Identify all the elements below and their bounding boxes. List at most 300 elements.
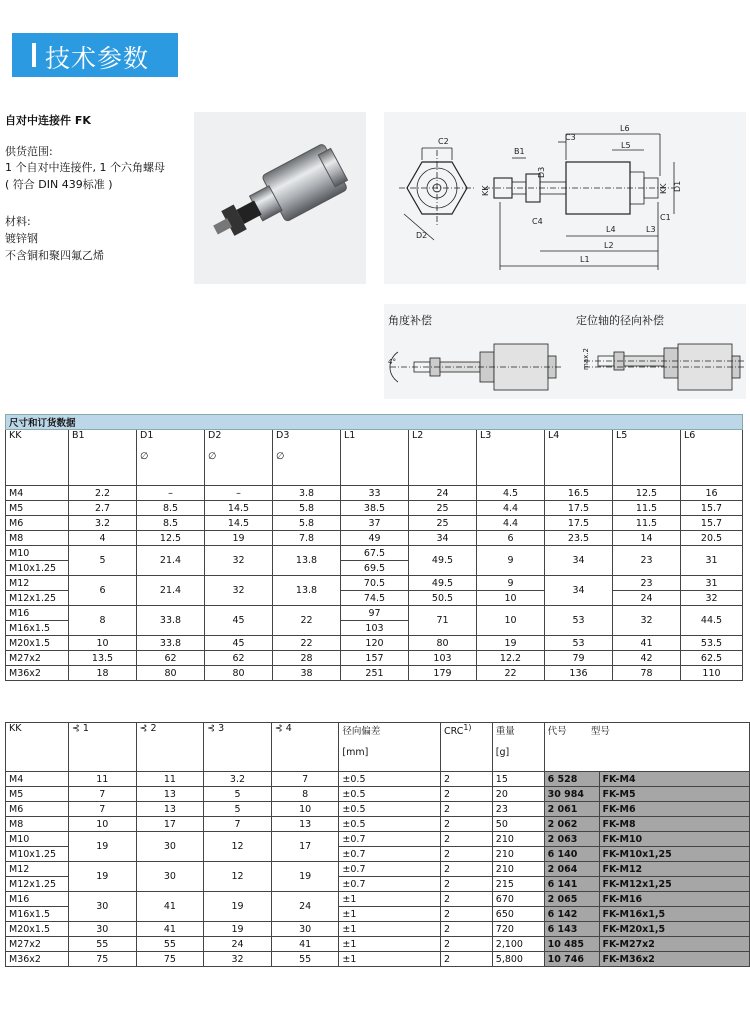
label-c4: C4 [532,217,543,226]
table-row [6,486,743,501]
table-cell: M6 [6,802,69,817]
table-row [6,606,743,621]
table-row [6,802,750,817]
table-cell: 53.5 [681,636,743,651]
table-cell: 16.5 [545,486,613,501]
table-cell: ±0.5 [339,787,441,802]
table-cell: 8 [69,606,137,636]
table-cell: 7.8 [273,531,341,546]
col-wrench-4: ⊰ 4 [271,723,339,772]
table-cell: 38.5 [341,501,409,516]
table-cell: 45 [205,636,273,651]
table-cell: 2 [440,922,492,937]
table-cell: M10 [6,546,69,561]
table-cell: 32 [205,546,273,576]
dimension-drawing-svg [384,112,746,284]
table-cell: 2 [440,907,492,922]
part-number: 6 528 [544,772,599,787]
table-cell: 20 [492,787,544,802]
col-wrench-3: ⊰ 3 [204,723,272,772]
table-cell: 41 [613,636,681,651]
part-number: 2 064 [544,862,599,877]
table-cell: M10 [6,832,69,847]
supply-text: 1 个自对中连接件, 1 个六角螺母 [5,161,165,174]
part-number: 10 485 [544,937,599,952]
table-cell: – [137,486,205,501]
table-cell: 136 [545,666,613,681]
table-cell: 14.5 [205,501,273,516]
table-cell: 4.4 [477,516,545,531]
table-row [6,952,750,967]
table-cell: M12x1.25 [6,877,69,892]
label-l5: L5 [621,141,631,150]
table-cell: 24 [409,486,477,501]
table-cell: 80 [137,666,205,681]
table-cell: M16 [6,606,69,621]
table-cell: 55 [271,952,339,967]
table-cell: 23 [613,546,681,576]
table-cell: ±0.5 [339,772,441,787]
product-title: 自对中连接件 FK [5,114,91,127]
compensation-panel [384,304,746,399]
table-cell: 75 [136,952,204,967]
table-row [6,922,750,937]
table-cell: 6 [477,531,545,546]
col-wrench-1: ⊰ 1 [68,723,136,772]
table-cell: 22 [273,606,341,636]
table-cell: 2 [440,787,492,802]
table-cell: 103 [341,621,409,636]
part-number: 10 746 [544,952,599,967]
table-cell: M20x1.5 [6,636,69,651]
table-cell: 5.8 [273,516,341,531]
table-cell: ±1 [339,907,441,922]
table-cell: M8 [6,817,69,832]
table-cell: 50.5 [409,591,477,606]
table-cell: 28 [273,651,341,666]
table-cell: 6 [69,576,137,606]
dimensions-table [5,414,743,681]
table-cell: M16x1.5 [6,907,69,922]
table-cell: 24 [271,892,339,922]
part-number: 2 065 [544,892,599,907]
table-cell: 37 [341,516,409,531]
table-cell: 17.5 [545,516,613,531]
col-l4: L4 [545,430,613,486]
type-code: FK-M36x2 [599,952,749,967]
table-cell: 5 [204,802,272,817]
table-cell: 30 [136,862,204,892]
table-row [6,832,750,847]
table-cell: M5 [6,501,69,516]
angle-mark: 4° [388,358,396,366]
table-cell: 22 [273,636,341,651]
table-cell: 2 [440,802,492,817]
table-cell: 42 [613,651,681,666]
table-cell: 32 [205,576,273,606]
table-cell: 24 [204,937,272,952]
col-kk: KK [6,723,69,772]
table-cell: 32 [681,591,743,606]
table-cell: 2.2 [69,486,137,501]
table-cell: 21.4 [137,546,205,576]
table-cell: 67.5 [341,546,409,561]
table-cell: 49.5 [409,546,477,576]
label-b1: B1 [514,147,525,156]
table-cell: ±1 [339,952,441,967]
col-d1: D1 ∅ [137,430,205,486]
table-cell: ±1 [339,937,441,952]
table-cell: 2 [440,937,492,952]
max-mark: max.2 [582,348,590,370]
table-cell: 2,100 [492,937,544,952]
table-cell: 11 [68,772,136,787]
material-1: 镀锌钢 [5,232,38,245]
table-cell: 70.5 [341,576,409,591]
table-cell: 25 [409,501,477,516]
table-cell: 13 [136,802,204,817]
table-cell: M27x2 [6,937,69,952]
table-cell: 19 [205,531,273,546]
table-cell: – [205,486,273,501]
table-cell: 251 [341,666,409,681]
table-cell: 13.8 [273,576,341,606]
table-cell: 19 [68,862,136,892]
col-d2: D2 ∅ [205,430,273,486]
table-cell: 2 [440,817,492,832]
product-photo [194,112,366,284]
table-cell: 23.5 [545,531,613,546]
table-cell: 30 [68,892,136,922]
table-cell: 2 [440,892,492,907]
table-cell: ±1 [339,892,441,907]
section-banner [12,33,178,77]
table-cell: 8.5 [137,516,205,531]
table-cell: 7 [68,787,136,802]
coupling-photo-illustration [194,112,366,284]
table-cell: 8 [271,787,339,802]
part-number: 6 140 [544,847,599,862]
col-crc: CRC$^{1)}$ [440,723,492,772]
table-cell: 210 [492,847,544,862]
table-cell: 103 [409,651,477,666]
part-number: 6 142 [544,907,599,922]
table-cell: 55 [68,937,136,952]
table-cell: M12x1.25 [6,591,69,606]
col-l2: L2 [409,430,477,486]
col-wrench-2: ⊰ 2 [136,723,204,772]
table-cell: 24 [613,591,681,606]
col-l1: L1 [341,430,409,486]
table-cell: 69.5 [341,561,409,576]
table-cell: 97 [341,606,409,621]
table-cell: 9 [477,546,545,576]
table-row [6,636,743,651]
table-cell: 2 [440,862,492,877]
label-d1: D1 [673,180,682,192]
table-cell: 44.5 [681,606,743,636]
type-code: FK-M10x1,25 [599,847,749,862]
table-cell: M4 [6,772,69,787]
table-cell: M36x2 [6,952,69,967]
table-cell: 45 [205,606,273,636]
table-cell: 78 [613,666,681,681]
type-code: FK-M27x2 [599,937,749,952]
table-cell: 17 [136,817,204,832]
table-cell: 41 [136,892,204,922]
table-cell: 22 [477,666,545,681]
supply-note: ( 符合 DIN 439标准 ) [5,178,113,191]
part-number: 2 062 [544,817,599,832]
table-cell: ±0.7 [339,847,441,862]
table-cell: 19 [477,636,545,651]
table-cell: 30 [68,922,136,937]
part-number: 2 061 [544,802,599,817]
table-cell: 17 [271,832,339,862]
table-cell: ±0.7 [339,877,441,892]
table-cell: 7 [204,817,272,832]
table-cell: 33.8 [137,606,205,636]
table-cell: 10 [69,636,137,651]
table-row [6,787,750,802]
table-cell: M4 [6,486,69,501]
type-code: FK-M8 [599,817,749,832]
table-cell: M20x1.5 [6,922,69,937]
type-code: FK-M4 [599,772,749,787]
table-cell: 15 [492,772,544,787]
supply-label: 供货范围: [5,145,53,158]
table-cell: 34 [545,576,613,606]
table-cell: 110 [681,666,743,681]
table-cell: 3.2 [69,516,137,531]
table-cell: 19 [271,862,339,892]
table-cell: 15.7 [681,501,743,516]
table-cell: 32 [613,606,681,636]
table-cell: 49.5 [409,576,477,591]
table-cell: 31 [681,546,743,576]
table-cell: 80 [409,636,477,651]
table-cell: 79 [545,651,613,666]
table-cell: 10 [271,802,339,817]
table-row [6,666,743,681]
type-code: FK-M5 [599,787,749,802]
table-cell: 3.8 [273,486,341,501]
angle-compensation-title: 角度补偿 [388,314,432,327]
table-cell: 13.8 [273,546,341,576]
col-weight: 重量 [g] [492,723,544,772]
table-cell: 11.5 [613,516,681,531]
table-cell: 30 [136,832,204,862]
table-cell: 75 [68,952,136,967]
table-cell: 55 [136,937,204,952]
col-radial: 径向偏差 [mm] [339,723,441,772]
table-cell: 2 [440,832,492,847]
material-2: 不含铜和聚四氟乙烯 [5,249,104,262]
table-cell: 9 [477,576,545,591]
table-cell: M10x1.25 [6,561,69,576]
table-cell: 670 [492,892,544,907]
table-cell: M12 [6,576,69,591]
col-kk: KK [6,430,69,486]
table-cell: 14.5 [205,516,273,531]
table-cell: 21.4 [137,576,205,606]
table-cell: 16 [681,486,743,501]
table-cell: M36x2 [6,666,69,681]
table-caption: 尺寸和订货数据 [6,415,743,430]
table-cell: 2 [440,772,492,787]
col-code-type: 代号 型号 [544,723,749,772]
table-cell: 31 [681,576,743,591]
table-row [6,651,743,666]
table-row [6,892,750,907]
table-cell: ±1 [339,922,441,937]
table-cell: M27x2 [6,651,69,666]
table-cell: 19 [204,892,272,922]
table-cell: 25 [409,516,477,531]
table-row [6,937,750,952]
table-cell: 30 [271,922,339,937]
table-row [6,817,750,832]
table-cell: 38 [273,666,341,681]
table-cell: 10 [68,817,136,832]
col-l5: L5 [613,430,681,486]
table-cell: 157 [341,651,409,666]
part-number: 30 984 [544,787,599,802]
table-cell: 7 [271,772,339,787]
label-d2: D2 [416,231,428,240]
material-label: 材料: [5,215,31,228]
label-c2: C2 [438,137,449,146]
table-cell: 4.4 [477,501,545,516]
table-cell: 20.5 [681,531,743,546]
type-code: FK-M10 [599,832,749,847]
table-cell: 120 [341,636,409,651]
table-cell: 23 [492,802,544,817]
part-number: 6 141 [544,877,599,892]
table-cell: 34 [545,546,613,576]
table-cell: 71 [409,606,477,636]
table-cell: M5 [6,787,69,802]
type-code: FK-M20x1,5 [599,922,749,937]
dimension-drawing [384,112,746,284]
table-cell: 12.5 [137,531,205,546]
compensation-svg [384,304,746,399]
part-number: 6 143 [544,922,599,937]
table-cell: 62 [205,651,273,666]
table-cell: 74.5 [341,591,409,606]
table-cell: 19 [204,922,272,937]
table-cell: 53 [545,606,613,636]
table-cell: 34 [409,531,477,546]
banner-title: 技术参数 [45,44,150,73]
table-cell: 32 [204,952,272,967]
table-cell: 7 [68,802,136,817]
table-cell: 210 [492,862,544,877]
table-cell: 2 [440,952,492,967]
table-cell: ±0.7 [339,832,441,847]
table-cell: 13.5 [69,651,137,666]
wrench-icon: ⊰ [71,723,83,734]
table-cell: 10 [477,591,545,606]
table-cell: 62.5 [681,651,743,666]
type-code: FK-M12 [599,862,749,877]
label-l4: L4 [606,225,616,234]
table-cell: 2 [440,847,492,862]
table-cell: 11.5 [613,501,681,516]
table-cell: 5.8 [273,501,341,516]
table-cell: 53 [545,636,613,651]
table-cell: 5,800 [492,952,544,967]
table-cell: ±0.7 [339,862,441,877]
table-row [6,531,743,546]
wrench-icon: ⊰ [207,723,219,734]
table-cell: 41 [136,922,204,937]
table-cell: 210 [492,832,544,847]
table-cell: 17.5 [545,501,613,516]
order-table [5,722,750,967]
table-cell: 8.5 [137,501,205,516]
table-cell: 4 [69,531,137,546]
table-cell: 12.2 [477,651,545,666]
table-cell: 12 [204,832,272,862]
table-cell: 10 [477,606,545,636]
table-cell: 5 [204,787,272,802]
col-l6: L6 [681,430,743,486]
table-cell: 3.2 [204,772,272,787]
table-cell: 4.5 [477,486,545,501]
banner-accent-bar [32,43,36,67]
table-cell: ±0.5 [339,817,441,832]
table-cell: M10x1.25 [6,847,69,862]
table-row [6,516,743,531]
label-l6: L6 [620,124,630,133]
label-d3: D3 [537,166,546,178]
table-cell: 13 [271,817,339,832]
table-row [6,501,743,516]
wrench-icon: ⊰ [274,723,286,734]
label-kk-left: KK [481,185,490,196]
table-cell: M16 [6,892,69,907]
part-number: 2 063 [544,832,599,847]
table-cell: 2 [440,877,492,892]
table-cell: 11 [136,772,204,787]
type-code: FK-M12x1,25 [599,877,749,892]
label-c3: C3 [565,133,576,142]
table-cell: 15.7 [681,516,743,531]
table-cell: 23 [613,576,681,591]
type-code: FK-M6 [599,802,749,817]
table-cell: 5 [69,546,137,576]
table-cell: 720 [492,922,544,937]
table-cell: 19 [68,832,136,862]
table-cell: M16x1.5 [6,621,69,636]
table-cell: 650 [492,907,544,922]
table-cell: 12 [204,862,272,892]
table-cell: M8 [6,531,69,546]
table-cell: 12.5 [613,486,681,501]
label-l1: L1 [580,255,590,264]
type-code: FK-M16 [599,892,749,907]
table-cell: 33 [341,486,409,501]
table-cell: 33.8 [137,636,205,651]
wrench-icon: ⊰ [139,723,151,734]
table-cell: 80 [205,666,273,681]
table-cell: 179 [409,666,477,681]
table-cell: 50 [492,817,544,832]
table-cell: 18 [69,666,137,681]
table-cell: 13 [136,787,204,802]
label-l3: L3 [646,225,656,234]
